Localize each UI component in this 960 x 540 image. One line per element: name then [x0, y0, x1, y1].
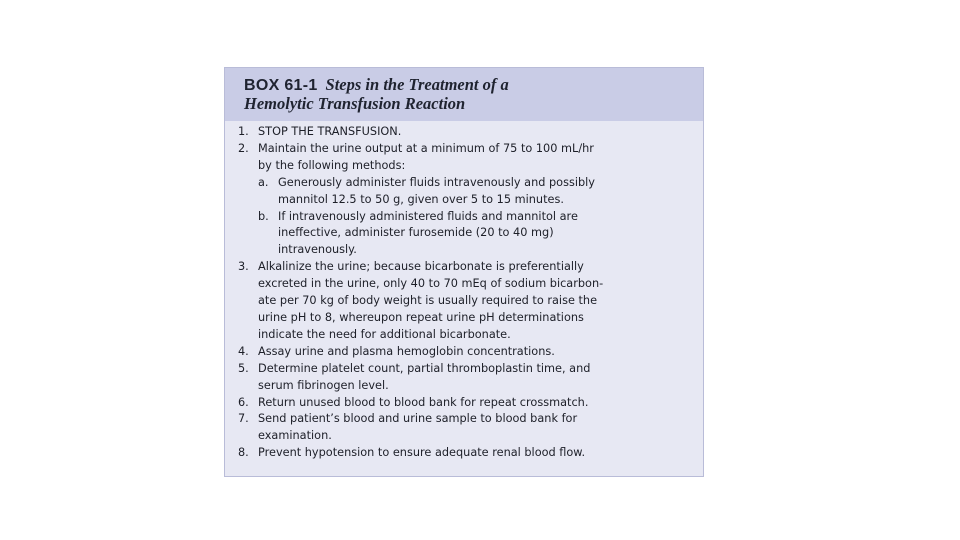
sub-step-text-line: intravenously. — [278, 243, 357, 257]
step-text — [258, 411, 694, 445]
step-4 — [238, 344, 694, 361]
step-number: 1. — [238, 125, 249, 138]
step-7 — [238, 411, 694, 445]
step-text-line: Return unused blood to blood bank for repeat crossmatch. — [258, 395, 589, 409]
step-number: 7. — [238, 412, 249, 426]
box-title-part-1: Steps in the Treatment of a — [325, 75, 509, 94]
step-2-sub-a — [238, 175, 694, 209]
steps-list — [238, 124, 694, 462]
step-text-line: Prevent hypotension to ensure adequate renal blood flow. — [258, 446, 586, 460]
step-text-line: Assay urine and plasma hemoglobin concentrations. — [258, 344, 555, 358]
step-text — [258, 361, 694, 395]
sub-step-text-line: Generously administer fluids intravenously and possibly — [278, 175, 595, 189]
step-6 — [238, 395, 694, 412]
step-3 — [238, 259, 694, 344]
step-text-line: ate per 70 kg of body weight is usually required to raise the — [258, 294, 598, 308]
sub-step-text-line: ineffective, administer furosemide (20 to 40 mg) — [278, 226, 554, 240]
step-text-line: Send patient’s blood and urine sample to blood bank for — [258, 412, 578, 426]
sub-step-letter: b. — [258, 209, 269, 223]
step-number: 8. — [238, 446, 249, 460]
step-5 — [238, 361, 694, 395]
step-text-line: Maintain the urine output at a minimum of 75 to 100 mL/hr — [258, 141, 594, 155]
box-label: BOX 61-1 — [244, 77, 318, 94]
box-title-line-2: Hemolytic Transfusion Reaction — [244, 94, 466, 113]
sub-step-text — [278, 175, 694, 209]
step-text-line: indicate the need for additional bicarbonate. — [258, 327, 511, 341]
step-2 — [238, 141, 694, 175]
step-text — [258, 259, 694, 344]
step-number: 5. — [238, 361, 249, 375]
box-title-line-1 — [244, 76, 703, 95]
step-number: 6. — [238, 395, 249, 409]
step-text — [258, 395, 694, 412]
step-text — [258, 141, 694, 175]
step-text-line: STOP THE TRANSFUSION. — [258, 125, 402, 138]
sub-step-text — [278, 209, 694, 260]
step-text — [258, 344, 694, 361]
treatment-box — [224, 67, 704, 477]
step-text-line: examination. — [258, 429, 332, 443]
step-number: 4. — [238, 344, 249, 358]
step-number: 2. — [238, 141, 249, 155]
step-text-line: serum fibrinogen level. — [258, 378, 389, 392]
step-8 — [238, 445, 694, 462]
step-text-line: by the following methods: — [258, 158, 406, 172]
sub-step-text-line: mannitol 12.5 to 50 g, given over 5 to 15 minutes. — [278, 192, 564, 206]
step-text — [258, 124, 694, 141]
step-number: 3. — [238, 260, 249, 274]
step-1 — [238, 124, 694, 141]
sub-step-text-line: If intravenously administered fluids and mannitol are — [278, 209, 578, 223]
step-text-line: excreted in the urine, only 40 to 70 mEq of sodium bicarbon- — [258, 277, 604, 291]
step-2-sub-b — [238, 209, 694, 260]
sub-step-letter: a. — [258, 175, 269, 189]
step-text-line: Alkalinize the urine; because bicarbonate is preferentially — [258, 260, 584, 274]
step-text-line: urine pH to 8, whereupon repeat urine pH determinations — [258, 310, 584, 324]
step-text-line: Determine platelet count, partial thromboplastin time, and — [258, 361, 591, 375]
box-header — [225, 68, 703, 121]
step-text — [258, 445, 694, 462]
